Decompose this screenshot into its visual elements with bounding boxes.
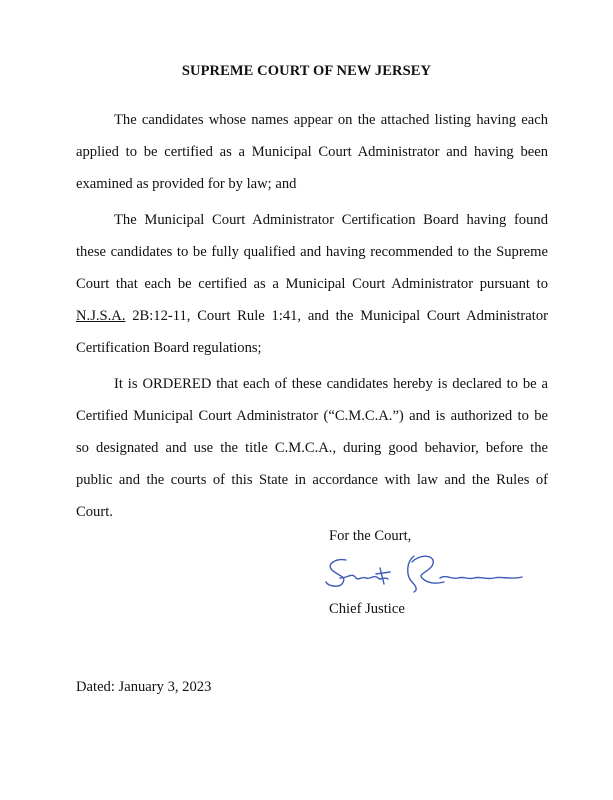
- paragraph-1: [76, 104, 548, 200]
- paragraph-3: [76, 368, 548, 528]
- paragraph-1-text: The candidates whose names appear on the attached listing having each applied to be certified as a Municipal Court Administrator and having been examined as provided for by law; and: [76, 112, 548, 192]
- paragraph-2-before: The Municipal Court Administrator Certification Board having found these candidates to be fully qualified and having recommended to the Supreme Court that each be certified as a Municipal Court Administrator pursuant to: [76, 212, 548, 292]
- paragraph-2-after: 2B:12-11, Court Rule 1:41, and the Municipal Court Administrator Certification Board regulations;: [76, 308, 548, 356]
- dated-line: Dated: January 3, 2023: [76, 679, 212, 695]
- chief-justice-signature: [318, 550, 538, 600]
- closing-text: For the Court,: [329, 528, 412, 544]
- signature-title: Chief Justice: [329, 601, 405, 617]
- statute-citation: N.J.S.A.: [76, 308, 126, 324]
- paragraph-2-text: [76, 204, 548, 364]
- paragraph-3-text: It is ORDERED that each of these candidates hereby is declared to be a Certified Municipal Court Administrator (“C.M.C.A.”) and is authorized to be so designated and use the title C.M.C.A., during good behavior, before the public and the courts of this State in accordance with law and the Rules of Court.: [76, 376, 548, 520]
- paragraph-2: [76, 204, 548, 364]
- document-title: SUPREME COURT OF NEW JERSEY: [181, 63, 432, 79]
